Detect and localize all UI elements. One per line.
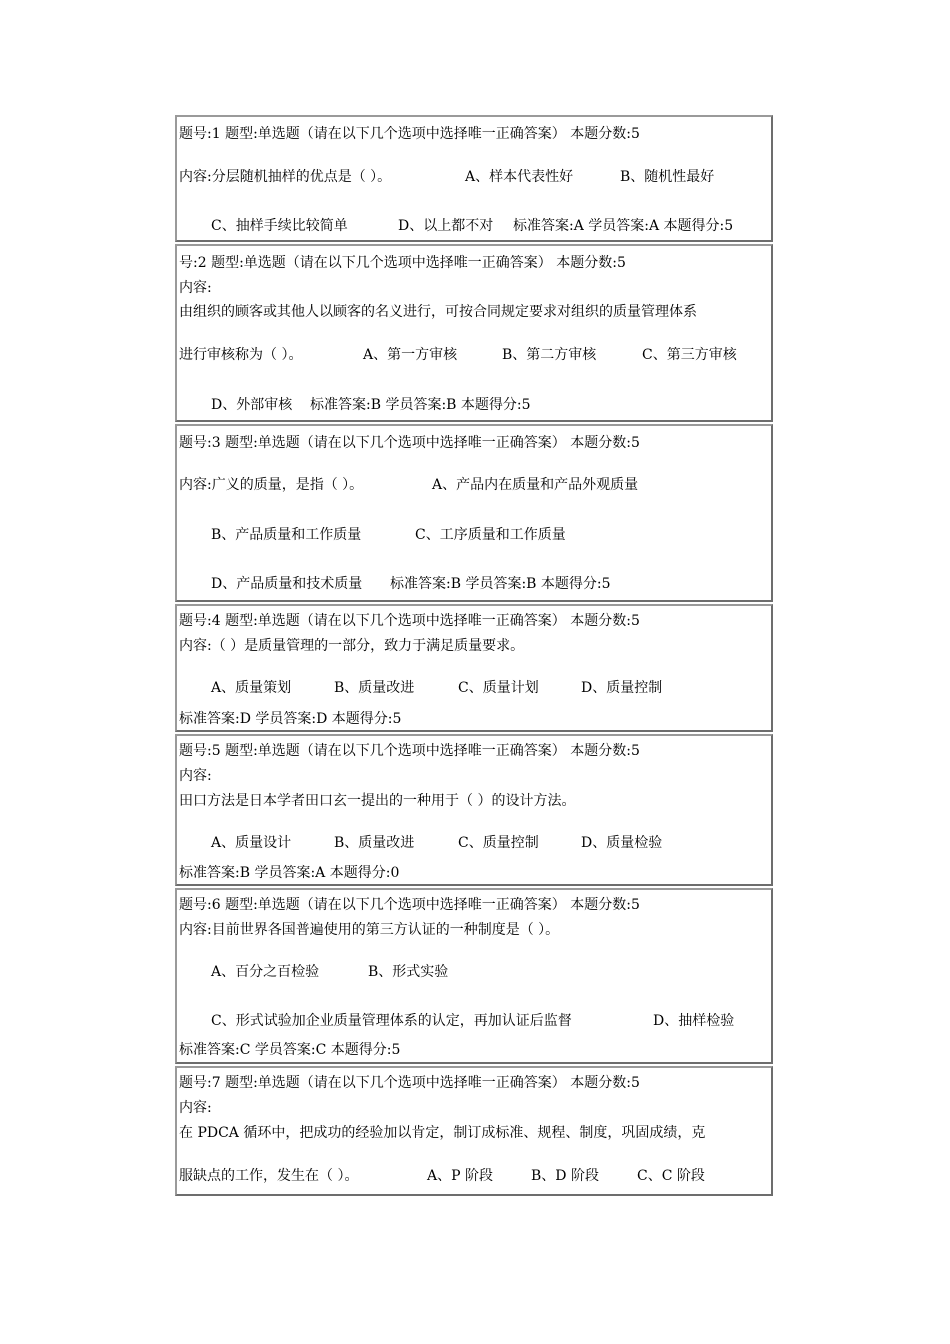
answer-result: 标准答案:B 学员答案:B 本题得分:5 — [310, 397, 531, 413]
option-b: B、D 阶段 — [531, 1168, 599, 1184]
answer-result: 标准答案:B 学员答案:A 本题得分:0 — [179, 865, 400, 881]
option-d: D、质量控制 — [581, 680, 663, 696]
question-block-3 — [175, 424, 773, 602]
question-block-5 — [175, 734, 773, 886]
question-header: 题号:4 题型:单选题（请在以下几个选项中选择唯一正确答案） 本题分数:5 — [179, 613, 640, 629]
question-content: 内容:（ ）是质量管理的一部分，致力于满足质量要求。 — [179, 638, 525, 654]
option-d: D、外部审核 — [211, 397, 293, 413]
question-block-2 — [175, 244, 773, 422]
question-content: 在 PDCA 循环中，把成功的经验加以肯定，制订成标准、规程、制度，巩固成绩，克 — [179, 1125, 706, 1141]
option-d: D、抽样检验 — [653, 1013, 735, 1029]
answer-result: 标准答案:A 学员答案:A 本题得分:5 — [513, 218, 734, 234]
answer-result: 标准答案:D 学员答案:D 本题得分:5 — [179, 711, 402, 727]
option-b: B、随机性最好 — [620, 169, 715, 185]
option-a: A、P 阶段 — [427, 1168, 493, 1184]
option-a: A、质量策划 — [211, 680, 292, 696]
option-d: D、产品质量和技术质量 — [211, 576, 363, 592]
option-b: B、产品质量和工作质量 — [211, 527, 362, 543]
question-header: 号:2 题型:单选题（请在以下几个选项中选择唯一正确答案） 本题分数:5 — [179, 255, 626, 271]
question-block-4 — [175, 604, 773, 732]
question-header: 题号:1 题型:单选题（请在以下几个选项中选择唯一正确答案） 本题分数:5 — [179, 126, 640, 142]
option-c: C、C 阶段 — [637, 1168, 705, 1184]
option-a: A、质量设计 — [211, 835, 292, 851]
option-d: D、质量检验 — [581, 835, 663, 851]
option-c: C、质量控制 — [458, 835, 539, 851]
question-content-label: 内容: — [179, 1100, 212, 1116]
option-b: B、第二方审核 — [502, 347, 597, 363]
option-c: C、抽样手续比较简单 — [211, 218, 348, 234]
question-content: 内容:分层随机抽样的优点是（ ）。 — [179, 169, 392, 185]
question-content: 田口方法是日本学者田口玄一提出的一种用于（ ）的设计方法。 — [179, 793, 576, 809]
question-content-continued: 进行审核称为（ ）。 — [179, 347, 303, 363]
option-a: A、第一方审核 — [363, 347, 458, 363]
option-a: A、产品内在质量和产品外观质量 — [432, 477, 639, 493]
question-content: 由组织的顾客或其他人以顾客的名义进行，可按合同规定要求对组织的质量管理体系 — [179, 304, 697, 320]
option-b: B、质量改进 — [334, 680, 415, 696]
question-content-label: 内容: — [179, 280, 212, 296]
option-d: D、以上都不对 — [398, 218, 494, 234]
question-block-6 — [175, 888, 773, 1064]
option-a: A、样本代表性好 — [465, 169, 574, 185]
question-content-label: 内容: — [179, 768, 212, 784]
question-content-continued: 服缺点的工作，发生在（ ）。 — [179, 1168, 359, 1184]
question-block-7 — [175, 1066, 773, 1196]
option-b: B、形式实验 — [368, 964, 449, 980]
question-content: 内容:目前世界各国普遍使用的第三方认证的一种制度是（ ）。 — [179, 922, 560, 938]
option-c: C、质量计划 — [458, 680, 539, 696]
option-c: C、工序质量和工作质量 — [415, 527, 566, 543]
question-header: 题号:3 题型:单选题（请在以下几个选项中选择唯一正确答案） 本题分数:5 — [179, 435, 640, 451]
option-a: A、百分之百检验 — [211, 964, 320, 980]
question-header: 题号:5 题型:单选题（请在以下几个选项中选择唯一正确答案） 本题分数:5 — [179, 743, 640, 759]
option-b: B、质量改进 — [334, 835, 415, 851]
question-content: 内容:广义的质量，是指（ ）。 — [179, 477, 364, 493]
option-c: C、第三方审核 — [642, 347, 737, 363]
answer-result: 标准答案:B 学员答案:B 本题得分:5 — [390, 576, 611, 592]
question-block-1 — [175, 115, 773, 242]
question-header: 题号:6 题型:单选题（请在以下几个选项中选择唯一正确答案） 本题分数:5 — [179, 897, 640, 913]
answer-result: 标准答案:C 学员答案:C 本题得分:5 — [179, 1042, 401, 1058]
question-header: 题号:7 题型:单选题（请在以下几个选项中选择唯一正确答案） 本题分数:5 — [179, 1075, 640, 1091]
option-c: C、形式试验加企业质量管理体系的认定，再加认证后监督 — [211, 1013, 572, 1029]
